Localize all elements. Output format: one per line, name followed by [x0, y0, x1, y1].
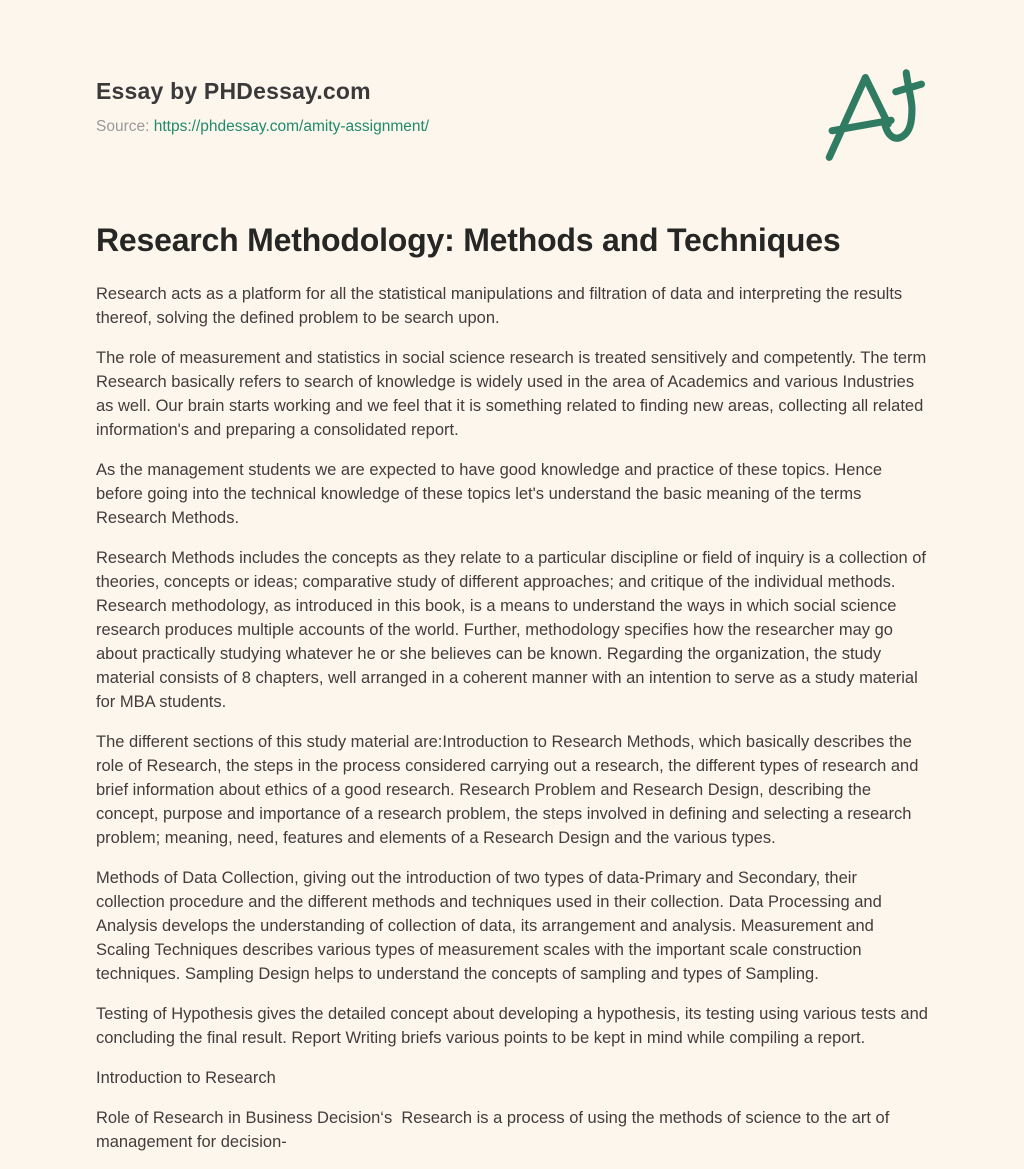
essay-title: Research Methodology: Methods and Techniques — [96, 222, 841, 258]
source-link[interactable]: https://phdessay.com/amity-assignment/ — [153, 118, 430, 135]
logo-plus-j-hook — [884, 73, 912, 138]
essay-paragraph: Role of Research in Business Decision‘s Research is a process of using the methods of science to the art of management for decision- — [96, 1109, 894, 1151]
essay-paragraph: The role of measurement and statistics in social science research is treated sensitively and competently. The term Research basically refers to search of knowledge is widely used in the area of Academics and various Industries as well. Our brain starts working and we feel that it is something related to finding new areas, collecting all related information's and preparing a consolidated report. — [96, 349, 931, 439]
source-label: Source: — [96, 118, 150, 135]
a-plus-logo — [816, 60, 930, 172]
essay-paragraph: Research acts as a platform for all the statistical manipulations and filtration of data and interpreting the results thereof, solving the defined problem to be search upon. — [96, 285, 907, 327]
essay-paragraph: The different sections of this study material are:Introduction to Research Methods, which basically describes the role of Research, the steps in the process considered carrying out a research, the different types of research and brief information about ethics of a good research. Research Problem and Research Design, describing the concept, purpose and importance of a research problem, the steps involved in defining and selecting a research problem; meaning, need, features and elements of a Research Design and the various types. — [96, 733, 923, 847]
essay-paragraph: Methods of Data Collection, giving out the introduction of two types of data-Primary and Secondary, their collection procedure and the different methods and techniques used in their collection. Data Processing and Analysis develops the understanding of collection of data, its arrangement and analysis. Measurement and Scaling Techniques describes various types of measurement scales with the important scale construction techniques. Sampling Design helps to understand the concepts of sampling and types of Sampling. — [96, 869, 886, 983]
essay-body — [96, 282, 933, 1154]
essay-paragraph: Testing of Hypothesis gives the detailed concept about developing a hypothesis, its testing using various tests and concluding the final result. Report Writing briefs various points to be kept in mind while compiling a report. — [96, 1005, 933, 1047]
essay-paragraph: Research Methods includes the concepts as they relate to a particular discipline or field of inquiry is a collection of theories, concepts or ideas; comparative study of different approaches; and critique of the individual methods. Research methodology, as introduced in this book, is a means to understand the ways in which social science research produces multiple accounts of the world. Further, methodology specifies how the researcher may go about practically studying whatever he or she believes can be known. Regarding the organization, the study material consists of 8 chapters, well arranged in a coherent manner with an intention to serve as a study material for MBA students. — [96, 549, 931, 711]
source-line — [96, 118, 930, 136]
essay-paragraph: As the management students we are expected to have good knowledge and practice of these topics. Hence before going into the technical knowledge of these topics let's understand the basic meaning of the terms Research Methods. — [96, 461, 887, 527]
brand-heading: Essay by PHDessay.com — [96, 78, 371, 104]
essay-paragraph: Introduction to Research — [96, 1069, 276, 1087]
logo-a-stroke — [829, 78, 888, 158]
